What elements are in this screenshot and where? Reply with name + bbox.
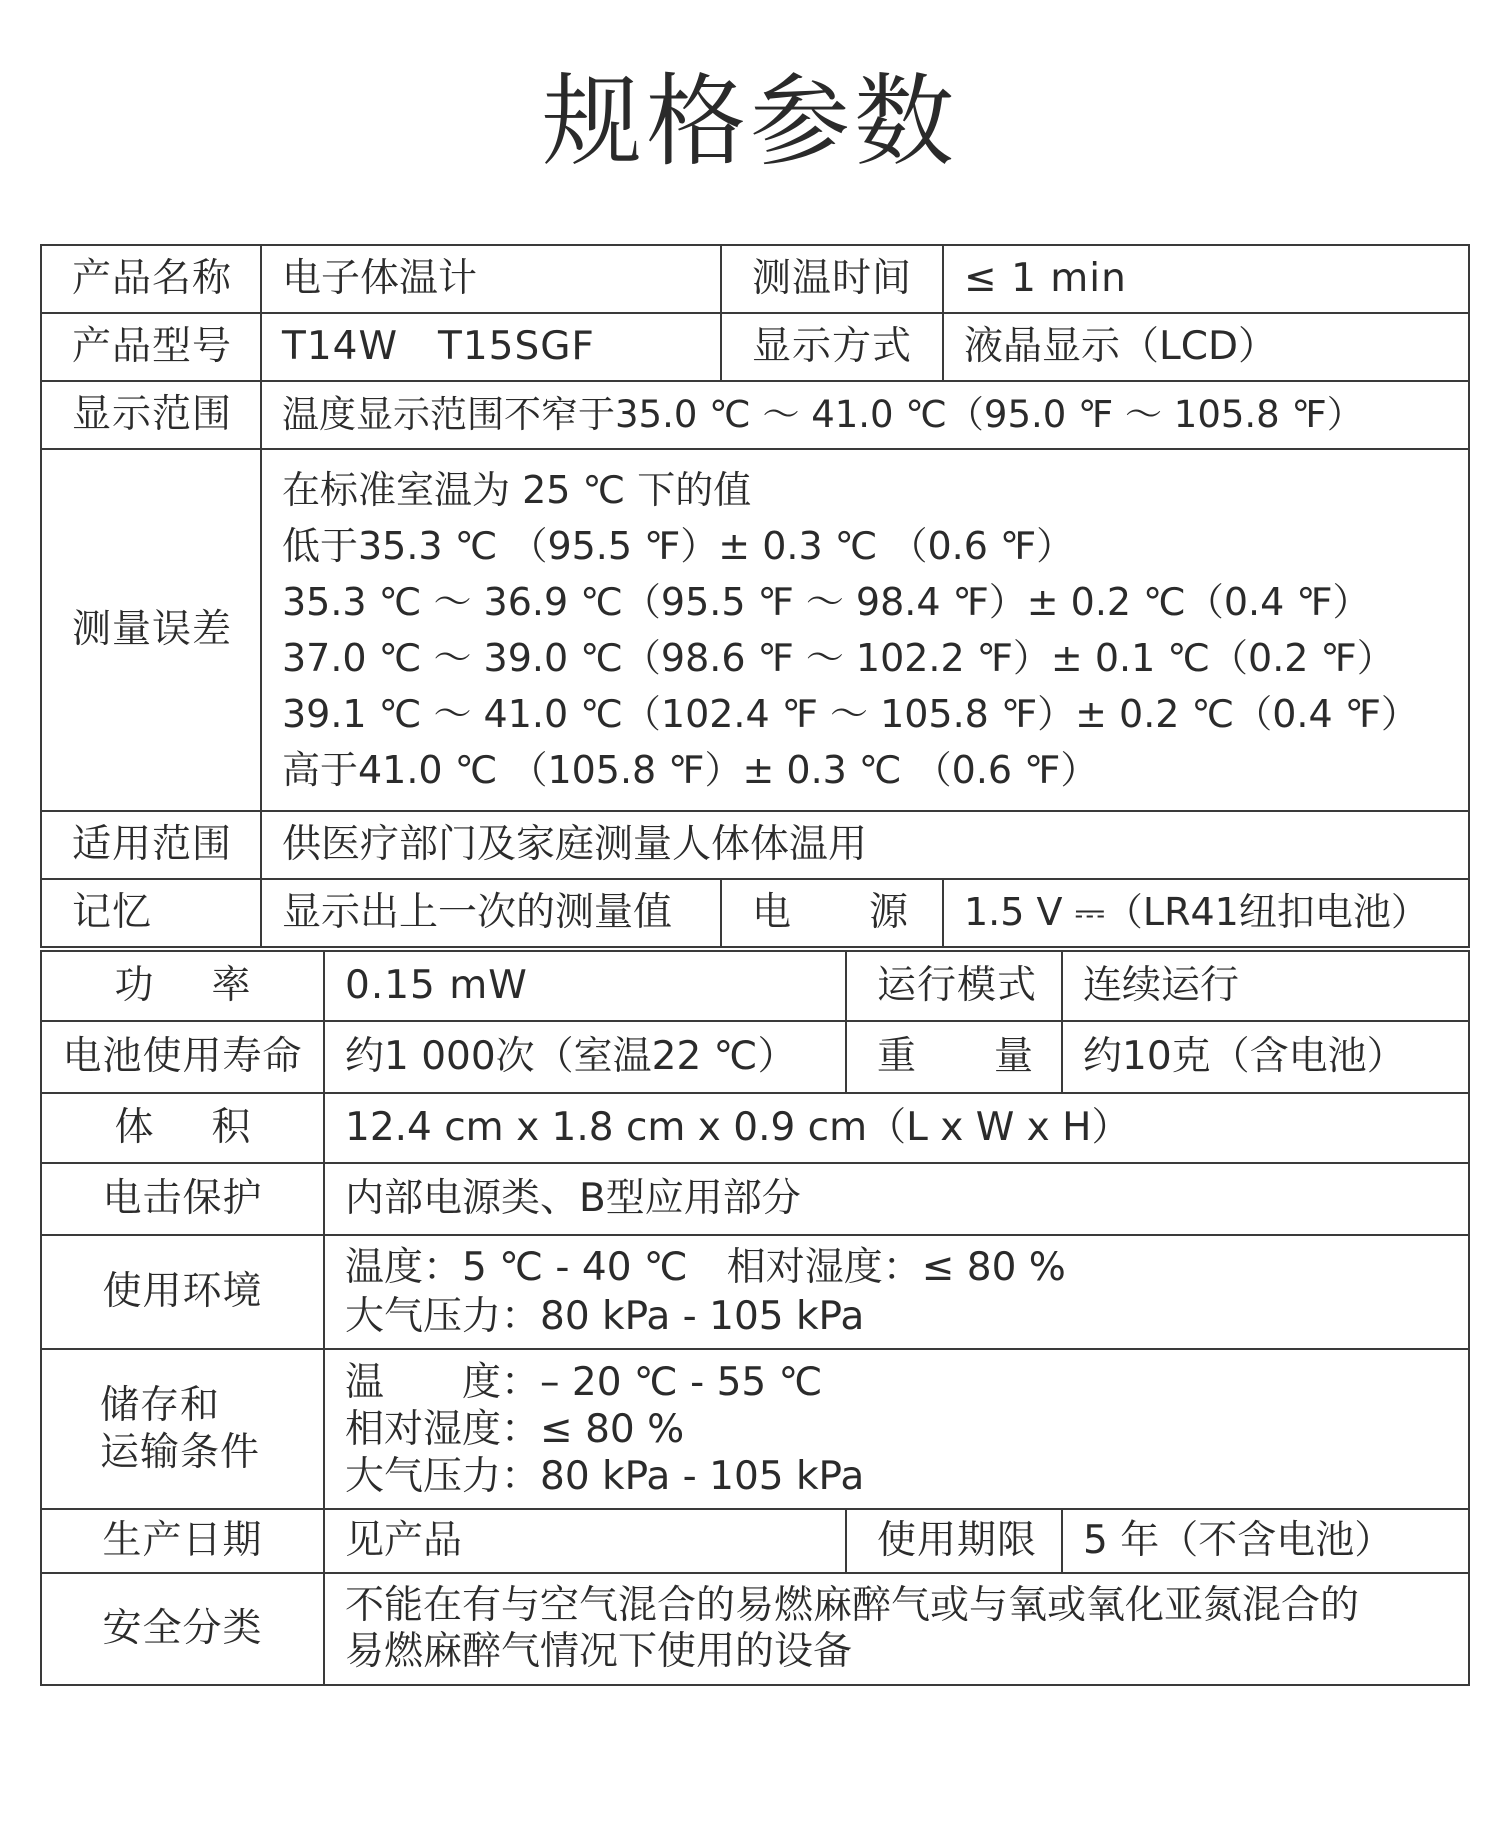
- spec-table-lower: [40, 950, 1470, 1686]
- error-line: 39.1 ℃ ～ 41.0 ℃（102.4 ℉ ～ 105.8 ℉）± 0.2 ℃（0.4 ℉）: [282, 692, 1419, 736]
- volume-label: 体积: [41, 1093, 324, 1163]
- table-row: [41, 1573, 1469, 1685]
- table-row: [41, 811, 1469, 879]
- power-source-label: 电源: [721, 879, 943, 947]
- table-row: [41, 313, 1469, 381]
- memory-value: 显示出上一次的测量值: [261, 879, 721, 947]
- error-line: 低于35.3 ℃ （95.5 ℉）± 0.3 ℃ （0.6 ℉）: [282, 524, 1075, 568]
- memory-label: 记忆: [41, 879, 261, 947]
- service-life-value: 5 年（不含电池）: [1062, 1509, 1469, 1573]
- measurement-error-label: 测量误差: [41, 449, 261, 811]
- measure-time-label: 测温时间: [721, 245, 943, 313]
- measurement-error-value: [261, 449, 1469, 811]
- error-line: 在标准室温为 25 ℃ 下的值: [282, 468, 752, 512]
- safety-line: 易燃麻醉气情况下使用的设备: [345, 1629, 853, 1674]
- storage-label-line: 储存和: [100, 1383, 221, 1428]
- storage-line: 相对湿度：≤ 80 %: [345, 1406, 685, 1452]
- storage-label: [41, 1349, 324, 1509]
- page-title: 规格参数: [542, 63, 958, 180]
- mfg-date-label: 生产日期: [41, 1509, 324, 1573]
- model-value: T14W T15SGF: [261, 313, 721, 381]
- shock-protection-label: 电击保护: [41, 1163, 324, 1235]
- power-source-value: 1.5 V ⎓（LR41纽扣电池）: [943, 879, 1469, 947]
- display-range-value: 温度显示范围不窄于35.0 ℃ ～ 41.0 ℃（95.0 ℉ ～ 105.8 ℉）: [261, 381, 1469, 449]
- table-row: [41, 1349, 1469, 1509]
- safety-line: 不能在有与空气混合的易燃麻醉气或与氧或氧化亚氮混合的: [345, 1583, 1360, 1628]
- run-mode-label: 运行模式: [846, 951, 1062, 1021]
- error-line: 35.3 ℃ ～ 36.9 ℃（95.5 ℉ ～ 98.4 ℉）± 0.2 ℃（0.4 ℉）: [282, 580, 1371, 624]
- environment-value: [324, 1235, 1469, 1349]
- product-name-label: 产品名称: [41, 245, 261, 313]
- display-mode-value: 液晶显示（LCD）: [943, 313, 1469, 381]
- table-row: [41, 879, 1469, 947]
- table-row: [41, 1093, 1469, 1163]
- mfg-date-value: 见产品: [324, 1509, 846, 1573]
- weight-label: 重量: [846, 1021, 1062, 1093]
- environment-label: 使用环境: [41, 1235, 324, 1349]
- volume-value: 12.4 cm x 1.8 cm x 0.9 cm（L x W x H）: [324, 1093, 1469, 1163]
- environment-line: 大气压力：80 kPa - 105 kPa: [345, 1294, 865, 1339]
- spec-table-upper: [40, 244, 1470, 948]
- measure-time-value: ≤ 1 min: [943, 245, 1469, 313]
- table-row: [41, 1163, 1469, 1235]
- error-line: 37.0 ℃ ～ 39.0 ℃（98.6 ℉ ～ 102.2 ℉）± 0.1 ℃（0.2 ℉）: [282, 636, 1395, 680]
- environment-line: 温度：5 ℃ - 40 ℃ 相对湿度：≤ 80 %: [345, 1245, 1066, 1290]
- storage-value: [324, 1349, 1469, 1509]
- table-row: [41, 951, 1469, 1021]
- storage-line: 大气压力：80 kPa - 105 kPa: [345, 1453, 865, 1499]
- table-row: [41, 245, 1469, 313]
- error-line: 高于41.0 ℃ （105.8 ℉）± 0.3 ℃ （0.6 ℉）: [282, 748, 1099, 792]
- storage-line: 温 度：– 20 ℃ - 55 ℃: [345, 1359, 823, 1405]
- power-label: 功率: [41, 951, 324, 1021]
- run-mode-value: 连续运行: [1062, 951, 1469, 1021]
- table-row: [41, 449, 1469, 811]
- model-label: 产品型号: [41, 313, 261, 381]
- table-row: [41, 1235, 1469, 1349]
- safety-class-label: 安全分类: [41, 1573, 324, 1685]
- display-mode-label: 显示方式: [721, 313, 943, 381]
- scope-label: 适用范围: [41, 811, 261, 879]
- safety-class-value: [324, 1573, 1469, 1685]
- table-row: [41, 381, 1469, 449]
- storage-label-line: 运输条件: [100, 1430, 261, 1475]
- table-row: [41, 1509, 1469, 1573]
- power-value: 0.15 mW: [324, 951, 846, 1021]
- display-range-label: 显示范围: [41, 381, 261, 449]
- battery-life-value: 约1 000次（室温22 ℃）: [324, 1021, 846, 1093]
- product-name-value: 电子体温计: [261, 245, 721, 313]
- weight-value: 约10克（含电池）: [1062, 1021, 1469, 1093]
- scope-value: 供医疗部门及家庭测量人体体温用: [261, 811, 1469, 879]
- battery-life-label: 电池使用寿命: [41, 1021, 324, 1093]
- shock-protection-value: 内部电源类、B型应用部分: [324, 1163, 1469, 1235]
- service-life-label: 使用期限: [846, 1509, 1062, 1573]
- table-row: [41, 1021, 1469, 1093]
